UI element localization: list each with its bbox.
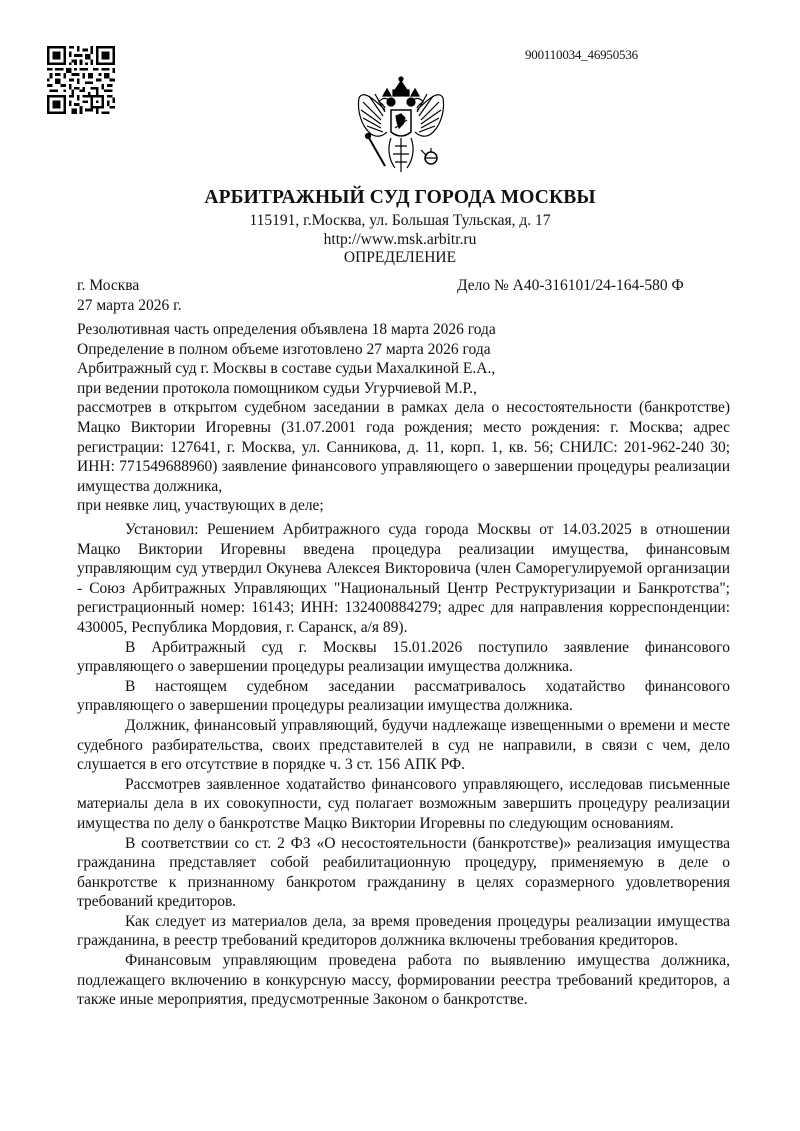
paragraph: В Арбитражный суд г. Москвы 15.01.2026 поступило заявление финансового управляющего о завершении процедуры реализации имущества должника. (77, 638, 730, 676)
place: г. Москва (77, 277, 140, 294)
judge-line: Арбитражный суд г. Москвы в составе судьи Махалкиной Е.А., (77, 360, 496, 378)
document-id: 900110034_46950536 (525, 47, 638, 62)
secretary-line: при ведении протокола помощником судьи Угурчиевой М.Р., (77, 379, 477, 397)
case-description: рассмотрев в открытом судебном заседании в рамках дела о несостоятельности (банкротстве) Мацко Виктории Игоревны (31.07.2001 года рождения; место рождения: г. Москва; адрес регистрации: 127641, г. Москва, ул. Санникова, д. 11, корп. 1, кв. 56; СНИЛС: 201-962-240 30; ИНН: 771549688960) заявление финансового управляющего о завершении процедуры реализации имущества должника, (77, 399, 730, 495)
paragraph: Рассмотрев заявленное ходатайство финансового управляющего, исследовав письменные материалы дела в их совокупности, суд полагает возможным завершить процедуру реализации имущества по делу о банкротстве Мацко Виктории Игоревны по следующим основаниям. (77, 775, 730, 832)
paragraph: Должник, финансовый управляющий, будучи надлежаще извещенными о времени и месте судебного разбирательства, своих представителей в суд не направили, в связи с чем, дело слушается в его отсутствие в порядке ч. 3 ст. 156 АПК РФ. (77, 716, 730, 774)
paragraph: В настоящем судебном заседании рассматривалось ходатайство финансового управляющего о завершении процедуры реализации имущества должника. (77, 677, 730, 715)
paragraph: Финансовым управляющим проведена работа по выявлению имущества должника, подлежащего включению в конкурсную массу, формировании реестра требований кредиторов, а также иные мероприятия, предусмотренные Законом о банкротстве. (77, 952, 730, 1009)
paragraph: В соответствии со ст. 2 ФЗ «О несостоятельности (банкротстве)» реализация имущества гражданина представляет собой реабилитационную процедуру, применяемую в деле о банкротстве к признанному банкротом гражданину в целях соразмерного удовлетворения требований кредиторов. (77, 834, 730, 911)
paragraph: Установил: Решением Арбитражного суда города Москвы от 14.03.2025 в отношении Мацко Виктории Игоревны введена процедура реализации имущества, финансовым управляющим суд утвердил Окунева Алексея Викторовича (член Саморегулируемой организации - Союз Арбитражных Управляющих "Национальный Центр Реструктуризации и Банкротства"; регистрационный номер: 16143; ИНН: 132400884279; адрес для направления корреспонденции: 430005, Республика Мордовия, г. Саранск, а/я 89). (77, 521, 730, 636)
court-website-link[interactable]: http://www.msk.arbitr.ru (323, 231, 477, 248)
attendance-line: при неявке лиц, участвующих в деле; (77, 497, 324, 515)
intro-section (77, 320, 730, 516)
operative-part-line: Резолютивная часть определения объявлена 18 марта 2026 года (77, 321, 496, 338)
paragraph: Как следует из материалов дела, за время проведения процедуры реализации имущества гражданина, в реестр требований кредиторов должника включены требования кредиторов. (77, 912, 730, 950)
document-type: ОПРЕДЕЛЕНИЕ (343, 249, 457, 266)
qr-code-icon (46, 46, 116, 114)
court-address: 115191, г.Москва, ул. Большая Тульская, д. 17 (249, 212, 551, 229)
court-name: АРБИТРАЖНЫЙ СУД ГОРОДА МОСКВЫ (204, 187, 596, 208)
document-body (77, 520, 730, 1010)
full-text-date-line: Определение в полном объеме изготовлено 27 марта 2026 года (77, 340, 491, 358)
case-number: Дело № А40-316101/24-164-580 Ф (457, 277, 684, 294)
document-date: 27 марта 2026 г. (77, 297, 182, 314)
coat-of-arms-icon (355, 76, 447, 174)
